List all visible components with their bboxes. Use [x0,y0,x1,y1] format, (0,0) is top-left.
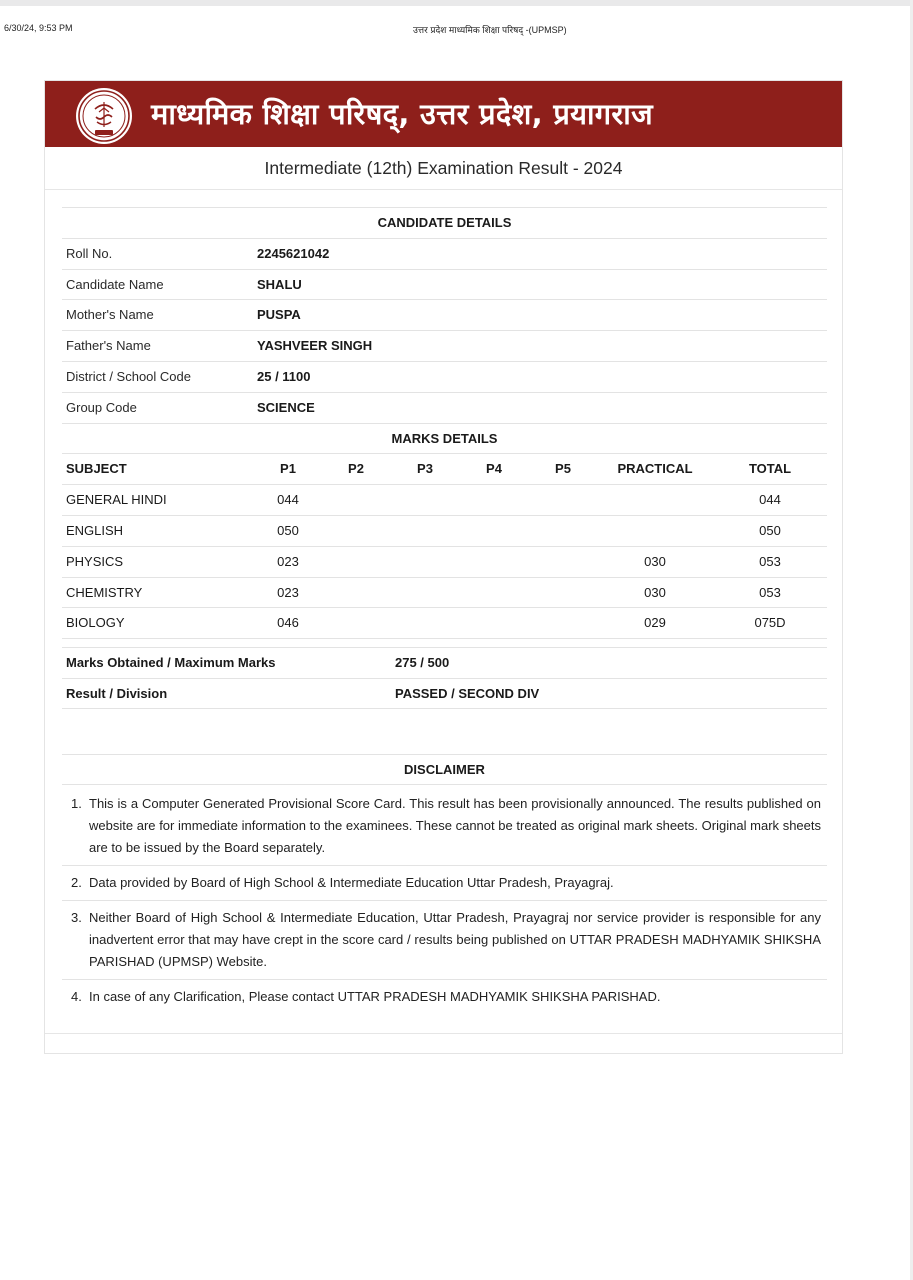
disclaimer-text: This is a Computer Generated Provisional Score Card. This result has been provisionally announced. The results published on website are for immediate information to the examinees. These cannot be treated as original mark sheets. Original mark sheets are to be issued by the Board separately. [89,796,821,855]
detail-label: Father's Name [66,338,151,354]
detail-label: Candidate Name [66,276,164,292]
total-cell: 050 [759,522,781,538]
marks-obtained-label: Marks Obtained / Maximum Marks [66,655,276,670]
col-p2: P2 [348,461,364,477]
summary-row [62,678,827,709]
marks-header-row [62,453,827,484]
board-name-heading: माध्यमिक शिक्षा परिषद्, उत्तर प्रदेश, प्रयागराज [151,97,653,131]
summary-row [62,647,827,678]
subject-cell: ENGLISH [66,522,124,538]
disclaimer-item [62,787,827,866]
p1-cell: 050 [277,522,299,538]
practical-cell: 030 [644,553,666,569]
col-p5: P5 [555,461,571,477]
detail-row [62,361,827,392]
detail-label: Group Code [66,399,137,415]
disclaimer-item [62,980,827,1014]
detail-row [62,269,827,300]
marks-row [62,515,827,546]
detail-value: SCIENCE [257,399,315,415]
top-strip [0,0,913,6]
practical-cell: 030 [644,584,666,600]
col-subject: SUBJECT [66,461,127,477]
disclaimer-number: 4. [71,989,82,1004]
detail-row [62,299,827,330]
total-cell: 075D [754,615,786,631]
p1-cell: 023 [277,553,299,569]
detail-value: 2245621042 [257,245,330,261]
marks-details-heading: MARKS DETAILS [62,423,827,454]
marks-row [62,546,827,577]
detail-label: Mother's Name [66,307,154,323]
disclaimer-text: Neither Board of High School & Intermediate Education, Uttar Pradesh, Prayagraj nor service provider is responsible for any inadvertent error that may have crept in the score card / results being published on UTTAR PRADESH MADHYAMIK SHIKSHA PARISHAD (UPMSP) Website. [89,910,821,969]
subject-cell: GENERAL HINDI [66,492,167,508]
disclaimer-text: In case of any Clarification, Please contact UTTAR PRADESH MADHYAMIK SHIKSHA PARISHAD. [89,989,661,1004]
up-emblem-icon [75,87,133,145]
detail-label: Roll No. [66,245,113,261]
detail-value: YASHVEER SINGH [257,338,373,354]
candidate-details-section [62,207,827,669]
candidate-details-heading: CANDIDATE DETAILS [62,207,827,238]
marks-obtained-value: 275 / 500 [395,655,450,670]
disclaimer-item [62,901,827,980]
card-bottom-divider [45,1033,842,1034]
disclaimer-number: 3. [71,910,82,925]
marks-row [62,577,827,608]
total-cell: 053 [759,553,781,569]
col-total: TOTAL [748,461,792,477]
disclaimer-number: 1. [71,796,82,811]
total-cell: 053 [759,584,781,600]
col-p4: P4 [486,461,502,477]
board-banner [45,81,842,147]
disclaimer-list [62,787,827,1014]
print-page-title: उत्तर प्रदेश माध्यमिक शिक्षा परिषद् -(UPMSP) [413,25,567,35]
result-division-value: PASSED / SECOND DIV [395,685,540,701]
practical-cell: 029 [644,615,666,631]
detail-row [62,330,827,361]
disclaimer-number: 2. [71,875,82,890]
col-practical: PRACTICAL [617,461,693,477]
p1-cell: 046 [277,615,299,631]
p1-cell: 023 [277,584,299,600]
subject-cell: CHEMISTRY [66,584,143,600]
detail-row [62,392,827,423]
result-division-label: Result / Division [66,685,168,701]
disclaimer-text: Data provided by Board of High School & Intermediate Education Uttar Pradesh, Prayagraj. [89,875,614,890]
result-card [44,80,843,1054]
subject-cell: PHYSICS [66,553,124,569]
subject-cell: BIOLOGY [66,615,125,631]
col-p3: P3 [417,461,433,477]
detail-label: District / School Code [66,368,191,384]
result-summary-section [62,647,827,709]
exam-title: Intermediate (12th) Examination Result - 2024 [45,147,842,190]
detail-value: SHALU [257,276,302,292]
disclaimer-item [62,866,827,901]
total-cell: 044 [759,492,781,508]
marks-row [62,484,827,515]
detail-value: 25 / 1100 [257,368,311,384]
print-datetime: 6/30/24, 9:53 PM [4,23,73,33]
detail-row [62,238,827,269]
col-p1: P1 [280,461,296,477]
marks-row [62,607,827,638]
disclaimer-heading: DISCLAIMER [62,754,827,785]
detail-value: PUSPA [257,307,301,323]
p1-cell: 044 [277,492,299,508]
